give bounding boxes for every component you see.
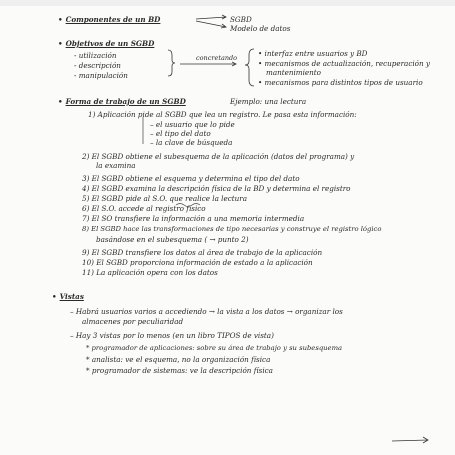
- workflow-step: la examina: [96, 161, 136, 170]
- connector-label: concretando: [196, 54, 238, 62]
- views-subline: * analista: ve el esquema, no la organización física: [86, 355, 271, 364]
- component-sgbd: SGBD: [230, 15, 252, 24]
- workflow-step: 5) El SGBD pide al S.O. que realice la lectura: [82, 194, 247, 203]
- views-heading: • Vistas: [52, 292, 84, 301]
- component-data-model: Modelo de datos: [230, 24, 291, 33]
- views-line: – Habrá usuarios varios a accediendo → la vista a los datos → organizar los: [70, 307, 343, 316]
- workflow-substep: – el tipo del dato: [150, 129, 211, 138]
- objective-detail: • interfaz entre usuarios y BD: [258, 49, 368, 58]
- workflow-step: 10) El SGBD proporciona información de estado a la aplicación: [82, 258, 313, 267]
- workflow-step: 6) El S.O. accede al registro físico: [82, 204, 206, 213]
- objective-item: - descripción: [74, 61, 121, 70]
- views-line: – Hay 3 vistas por lo menos (en un libro TIPOS de vista): [70, 331, 274, 340]
- arrow-icon: [392, 437, 428, 443]
- views-subline: * programador de aplicaciones: sobre su área de trabajo y su subesquema: [86, 344, 343, 352]
- workflow-example: Ejemplo: una lectura: [230, 97, 307, 106]
- objectives-heading: • Objetivos de un SGBD: [58, 39, 155, 48]
- workflow-step: 7) El SO transfiere la información a una memoria intermedia: [82, 214, 305, 223]
- workflow-heading: • Forma de trabajo de un SGBD: [58, 97, 186, 106]
- workflow-step: 2) El SGBD obtiene el subesquema de la aplicación (datos del programa) y: [82, 152, 355, 161]
- arrow-icon: [196, 15, 226, 28]
- objective-item: - manipulación: [74, 71, 128, 80]
- workflow-step: 11) La aplicación opera con los datos: [82, 268, 218, 277]
- bullet-icon: •: [58, 15, 63, 24]
- scan-edge: [0, 0, 455, 6]
- bullet-icon: •: [52, 292, 57, 301]
- views-subline: * programador de sistemas: ve la descripción física: [86, 366, 273, 375]
- objective-detail: • mecanismos para distintos tipos de usuario: [258, 78, 423, 87]
- workflow-substep: – el usuario que lo pide: [150, 120, 235, 129]
- brace-right-icon: [245, 49, 254, 86]
- workflow-step: 3) El SGBD obtiene el esquema y determina el tipo del dato: [82, 174, 300, 183]
- workflow-step: 8) El SGBD hace las transformaciones de tipo necesarias y construye el registro lógico: [82, 225, 382, 233]
- workflow-step: 1) Aplicación pide al SGBD que lea un registro. Le pasa esta información:: [88, 110, 357, 119]
- components-heading: • Componentes de un BD: [58, 15, 161, 24]
- objective-item: - utilización: [74, 51, 117, 60]
- brace-left-icon: [168, 50, 175, 76]
- objective-detail: • mecanismos de actualización, recuperación y: [258, 59, 430, 68]
- workflow-step: 9) El SGBD transfiere los datos al área de trabajo de la aplicación: [82, 248, 323, 257]
- workflow-step: basándose en el subesquema ( → punto 2): [96, 235, 249, 244]
- bullet-icon: •: [58, 97, 63, 106]
- workflow-substep: – la clave de búsqueda: [150, 138, 233, 147]
- views-line: almacenes por peculiaridad: [82, 317, 184, 326]
- workflow-step: 4) El SGBD examina la descripción física de la BD y determina el registro: [82, 184, 351, 193]
- objective-detail: mantenimiento: [266, 68, 322, 77]
- bullet-icon: •: [58, 39, 63, 48]
